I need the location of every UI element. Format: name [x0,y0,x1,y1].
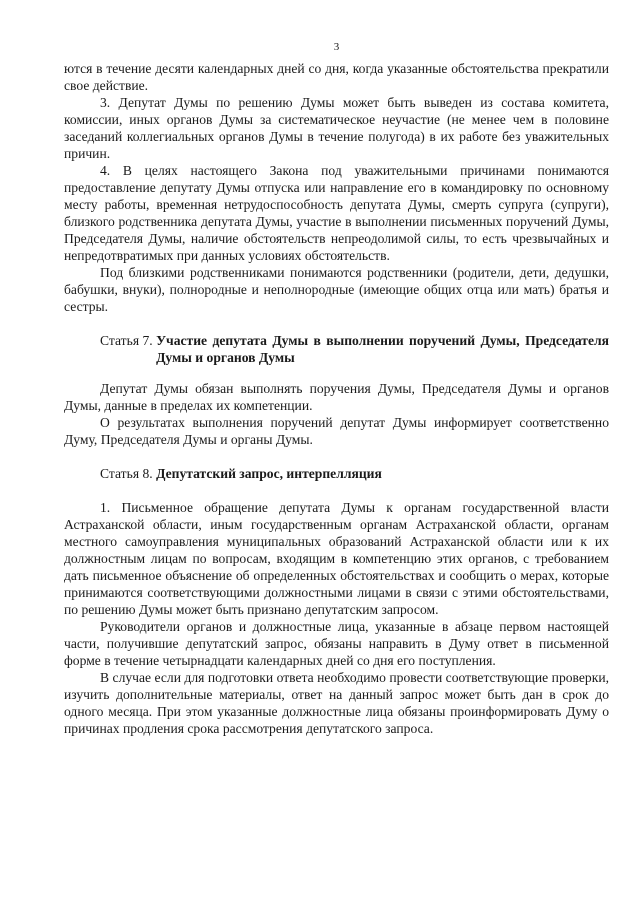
article-7-paragraph-2: О результатах выполнения поручений депутат Думы информирует соответственно Думу, Председателя Думы и органы Думы. [64,415,609,447]
article-7-paragraph-1: Депутат Думы обязан выполнять поручения Думы, Председателя Думы и органов Думы, данные в пределах их компетенции. [64,381,609,413]
article-7-number: Статья 7. [100,333,157,348]
paragraph-item-3: 3. Депутат Думы по решению Думы может быть выведен из состава комитета, комиссии, иных органов Думы за систематическое неучастие (не менее чем в половине заседаний коллегиальных органов Думы в течение полугода) в их работе без уважительных причин. [64,95,609,161]
article-8-paragraph-3: В случае если для подготовки ответа необходимо провести соответствующие проверки, изучить дополнительные материалы, ответ на данный запрос может быть дан в срок до одного месяца. При этом указанные должностные лица обязаны проинформировать Думу о причинах продления срока рассмотрения депутатского запроса. [64,670,609,736]
article-8-paragraph-2: Руководители органов и должностные лица, указанные в абзаце первом настоящей части, получившие депутатский запрос, обязаны направить в Думу ответ в письменной форме в течение четырнадцати календарных дней со дня его поступления. [64,619,609,668]
page-number: 3 [333,41,340,53]
article-8-heading [64,465,609,482]
paragraph-item-4: 4. В целях настоящего Закона под уважительными причинами понимаются предоставление депутату Думы отпуска или направление его в командировку по основному месту работы, временная нетрудоспособность депутата Думы, смерть супруга (супруги), близкого родственника депутата Думы, участие в выполнении письменных поручений Думы, Председателя Думы, наличие обстоятельств непреодолимой силы, то есть чрезвычайных и непредотвратимых при данных условиях обстоятельств. [64,163,609,263]
article-8-number: Статья 8. [100,466,157,481]
paragraph-relatives-definition: Под близкими родственниками понимаются родственники (родители, дети, дедушки, бабушки, внуки), полнородные и неполнородные (имеющие общих отца или мать) братья и сестры. [64,265,609,314]
article-8-title: Депутатский запрос, интерпелляция [156,466,382,481]
article-8-paragraph-1: 1. Письменное обращение депутата Думы к органам государственной власти Астраханской области, иным государственным органам Астраханской области, органам местного самоуправления муниципальных образований Астраханской области или к их должностным лицам по вопросам, входящим в компетенцию этих органов, с требованием дать письменное объяснение об определенных обстоятельствах и сообщить о мерах, которые принимаются соответствующими должностными лицами в связи с этими обстоятельствами, по решению Думы может быть признано депутатским запросом. [64,500,609,617]
article-7-heading [64,332,609,366]
article-7-title: Участие депутата Думы в выполнении поручений Думы, Председателя Думы и органов Думы [156,333,609,365]
paragraph-continuation: ются в течение десяти календарных дней со дня, когда указанные обстоятельства прекратили свое действие. [64,61,609,93]
